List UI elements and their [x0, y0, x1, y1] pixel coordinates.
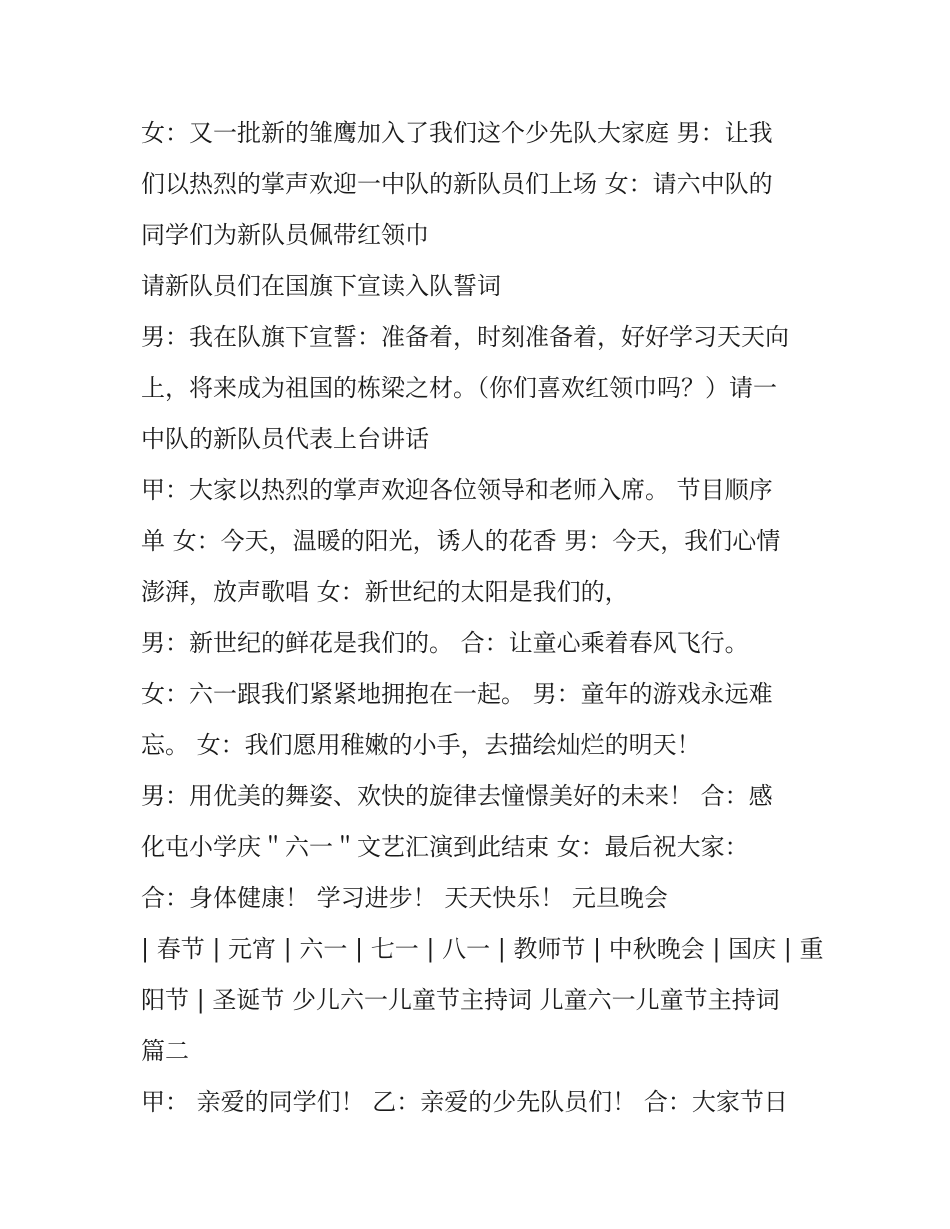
text-line: 男：用优美的舞姿、欢快的旋律去憧憬美好的未来！ 合：感 — [141, 782, 773, 810]
text-line: 男：新世纪的鲜花是我们的。 合：让童心乘着春风飞行。 — [141, 629, 749, 657]
text-line: 同学们为新队员佩带红领巾 — [141, 221, 429, 249]
text-line: 阳节 | 圣诞节 少儿六一儿童节主持词 儿童六一儿童节主持词 — [141, 986, 780, 1014]
document-body — [141, 108, 824, 1128]
text-line: 甲： 亲爱的同学们！ 乙：亲爱的少先队员们！ 合：大家节日 — [141, 1088, 788, 1116]
text-line: 化屯小学庆＂六一＂文艺汇演到此结束 女：最后祝大家： — [141, 833, 749, 861]
text-line: 请新队员们在国旗下宣读入队誓词 — [141, 272, 501, 300]
text-line: 男：我在队旗下宣誓：准备着，时刻准备着，好好学习天天向 — [141, 323, 789, 351]
text-line: 女：六一跟我们紧紧地拥抱在一起。 男：童年的游戏永远难 — [141, 680, 773, 708]
text-line: 单 女：今天，温暖的阳光，诱人的花香 男：今天，我们心情 — [141, 527, 781, 555]
text-line: 女：又一批新的雏鹰加入了我们这个少先队大家庭 男：让我 — [141, 119, 773, 147]
text-line: 篇二 — [141, 1037, 189, 1065]
text-line: 中队的新队员代表上台讲话 — [141, 425, 429, 453]
text-line: 甲：大家以热烈的掌声欢迎各位领导和老师入席。 节目顺序 — [141, 476, 773, 504]
text-line: | 春节 | 元宵 | 六一 | 七一 | 八一 | 教师节 | 中秋晚会 | 国庆 | 重 — [141, 935, 824, 963]
text-line: 们以热烈的掌声欢迎一中队的新队员们上场 女：请六中队的 — [141, 170, 773, 198]
text-line: 上，将来成为祖国的栋梁之材。（你们喜欢红领巾吗？）请一 — [141, 374, 777, 402]
text-line: 合：身体健康！ 学习进步！ 天天快乐！ 元旦晚会 — [141, 884, 668, 912]
text-line: 忘。 女：我们愿用稚嫩的小手，去描绘灿烂的明天！ — [141, 731, 701, 759]
text-line: 澎湃，放声歌唱 女：新世纪的太阳是我们的， — [141, 578, 629, 606]
